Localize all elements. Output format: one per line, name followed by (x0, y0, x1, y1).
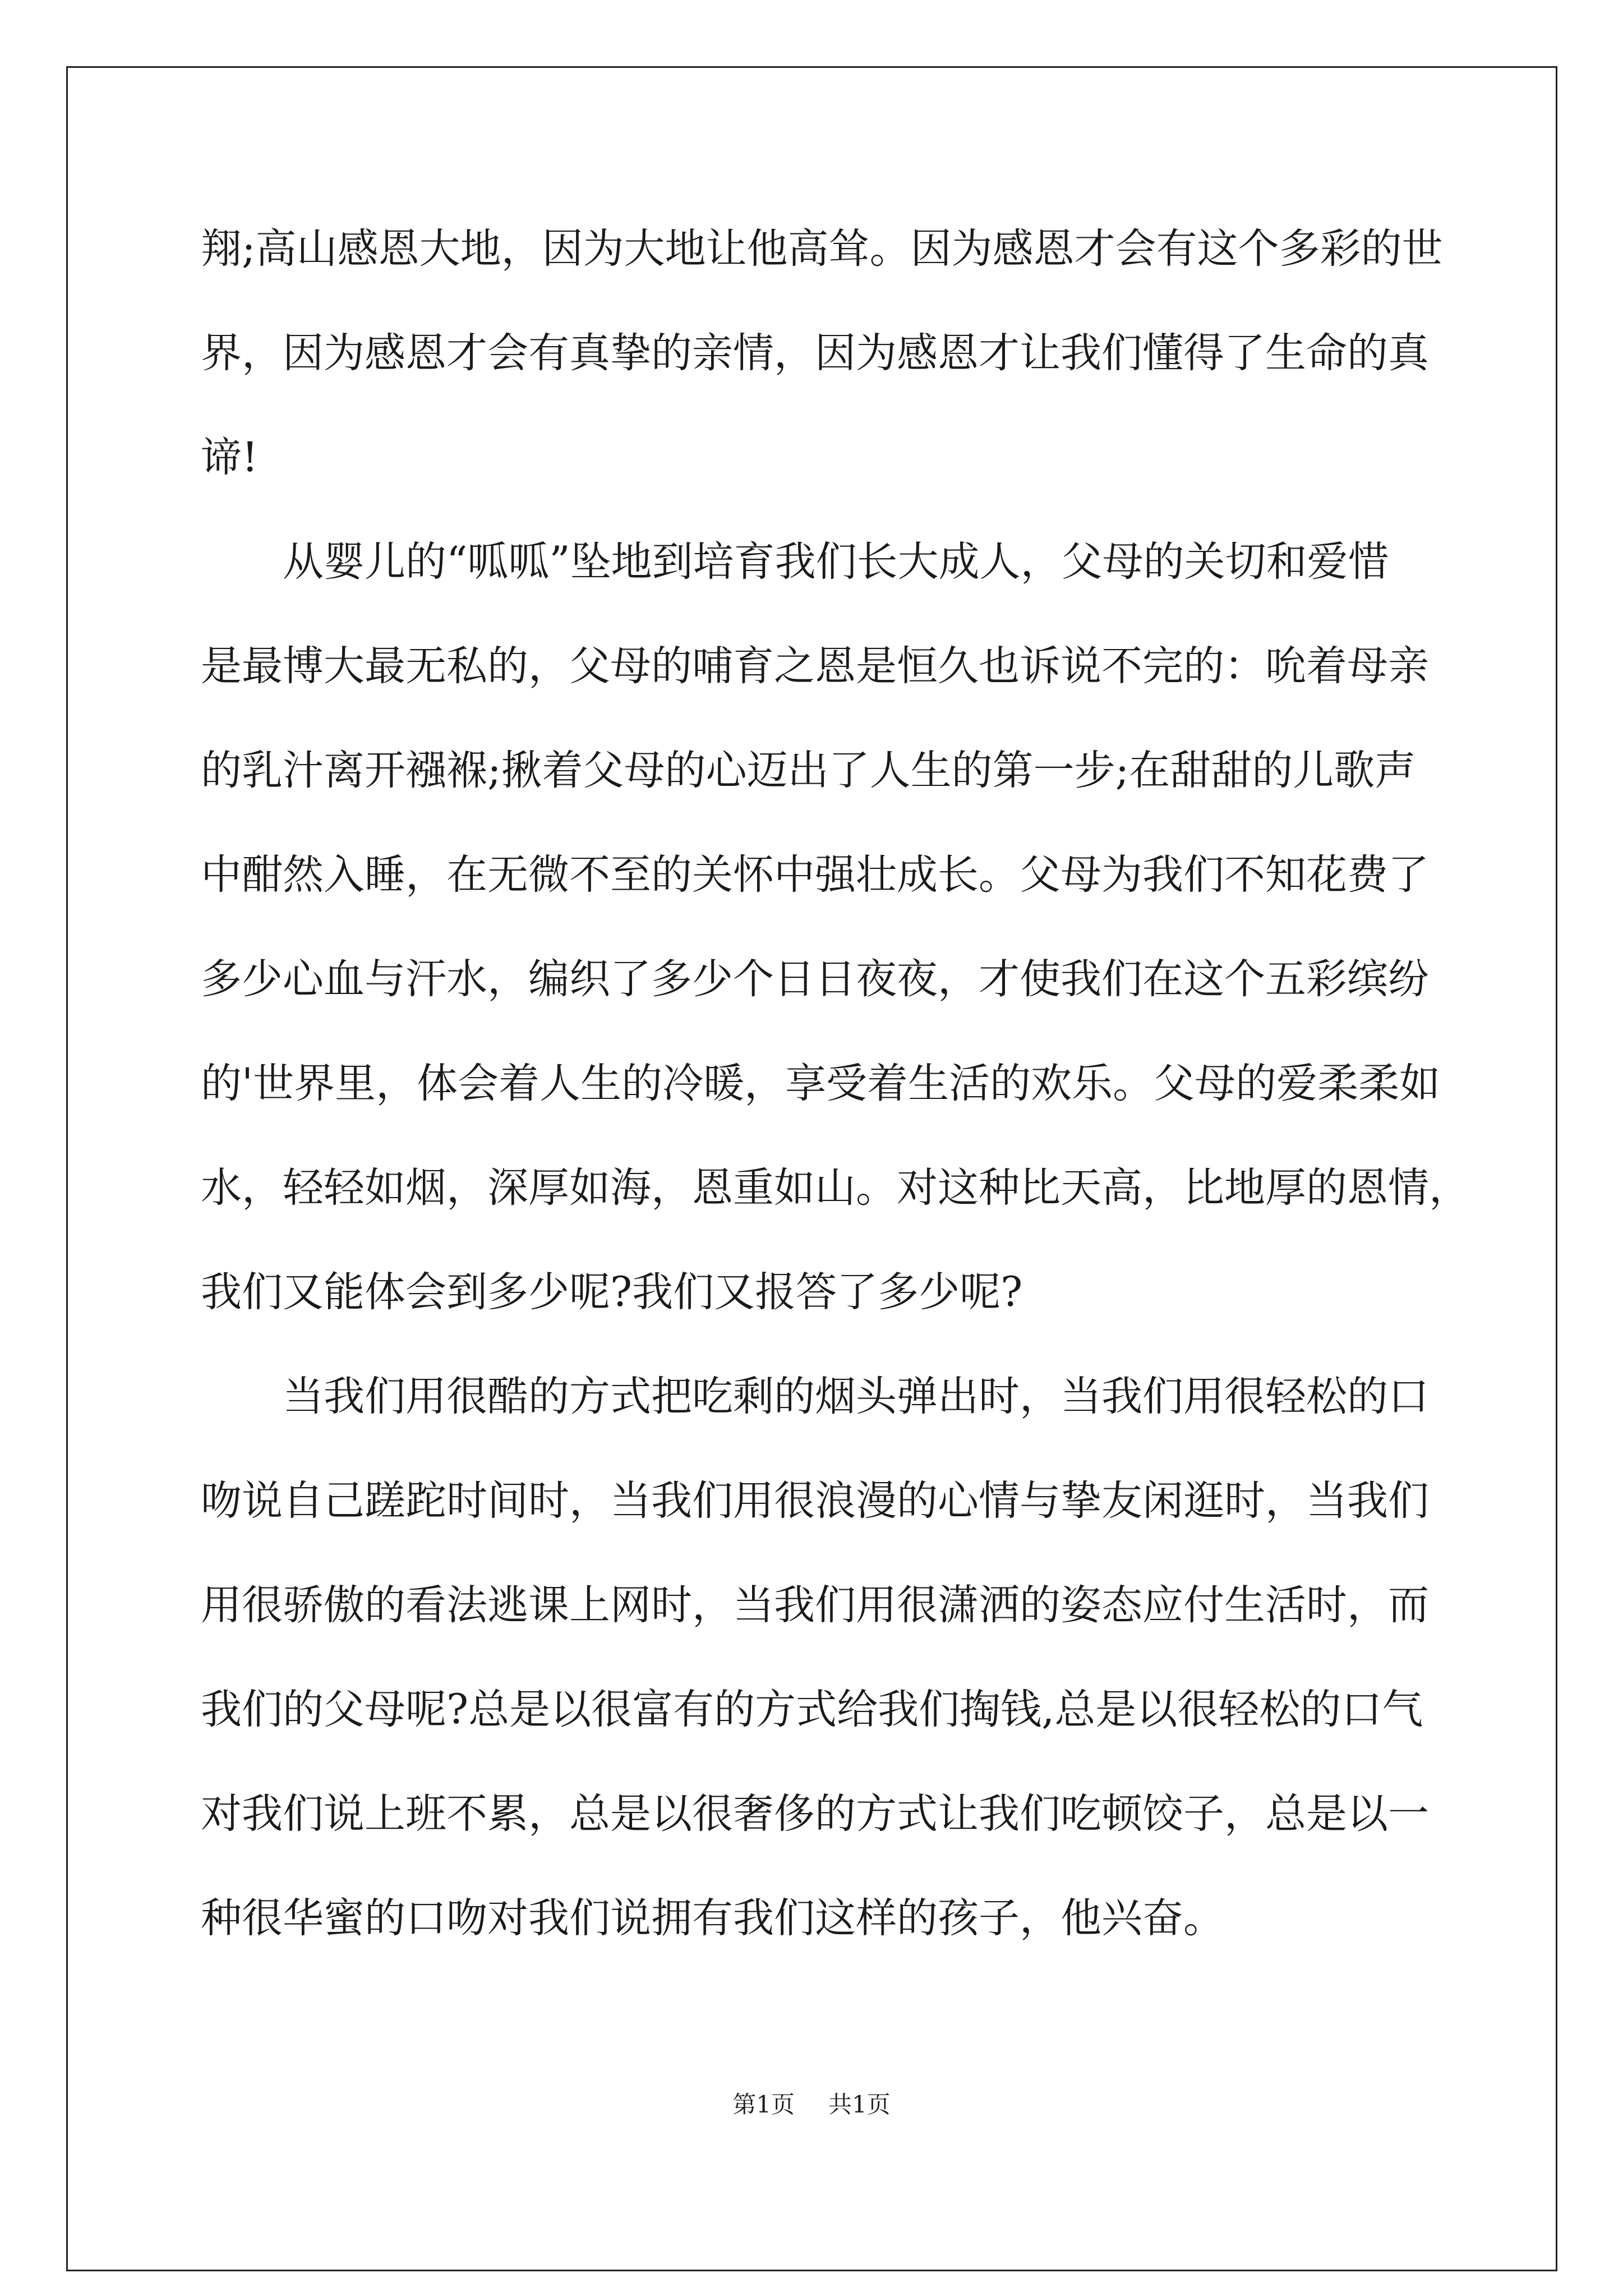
text-line: 吻说自己蹉跎时间时，当我们用很浪漫的心情与挚友闲逛时，当我们 (201, 1477, 1429, 1525)
text-line: 翔;高山感恩大地，因为大地让他高耸。因为感恩才会有这个多彩的世 (201, 225, 1443, 273)
text-line: 的乳汁离开襁褓;揪着父母的心迈出了人生的第一步;在甜甜的儿歌声 (201, 747, 1416, 794)
page-number: 第1页 (732, 2091, 795, 2118)
text-line: 种很华蜜的口吻对我们说拥有我们这样的孩子，他兴奋。 (201, 1894, 1224, 1942)
paragraph (201, 197, 1491, 510)
text-line: 界，因为感恩才会有真挚的亲情，因为感恩才让我们懂得了生命的真 (201, 329, 1429, 377)
text-line: 当我们用很酷的方式把吃剩的烟头弹出时，当我们用很轻松的口 (283, 1373, 1429, 1420)
text-line: 谛! (201, 434, 259, 481)
text-line: 的'世界里，体会着人生的冷暖，享受着生活的欢乐。父母的爱柔柔如 (201, 1060, 1441, 1107)
paragraph (201, 1345, 1491, 1971)
text-line: 从婴儿的“呱呱”坠地到培育我们长大成人，父母的关切和爱惜 (283, 538, 1389, 586)
text-line: 是最博大最无私的，父母的哺育之恩是恒久也诉说不完的：吮着母亲 (201, 642, 1429, 690)
text-line: 我们的父母呢?总是以很富有的方式给我们掏钱,总是以很轻松的口气 (201, 1686, 1423, 1733)
text-line: 中酣然入睡，在无微不至的关怀中强壮成长。父母为我们不知花费了 (201, 851, 1429, 899)
text-line: 对我们说上班不累，总是以很奢侈的方式让我们吃顿饺子，总是以一 (201, 1790, 1429, 1838)
text-line: 多少心血与汗水，编织了多少个日日夜夜，才使我们在这个五彩缤纷 (201, 955, 1429, 1003)
text-line: 用很骄傲的看法逃课上网时，当我们用很潇洒的姿态应付生活时，而 (201, 1581, 1429, 1629)
document-body (201, 197, 1491, 1971)
text-line: 水，轻轻如烟，深厚如海，恩重如山。对这种比天高，比地厚的恩情， (201, 1164, 1470, 1212)
page-footer (0, 2088, 1623, 2122)
page-total: 共1页 (828, 2091, 891, 2118)
text-line: 我们又能体会到多少呢?我们又报答了多少呢? (201, 1268, 1023, 1316)
paragraph (201, 510, 1491, 1345)
